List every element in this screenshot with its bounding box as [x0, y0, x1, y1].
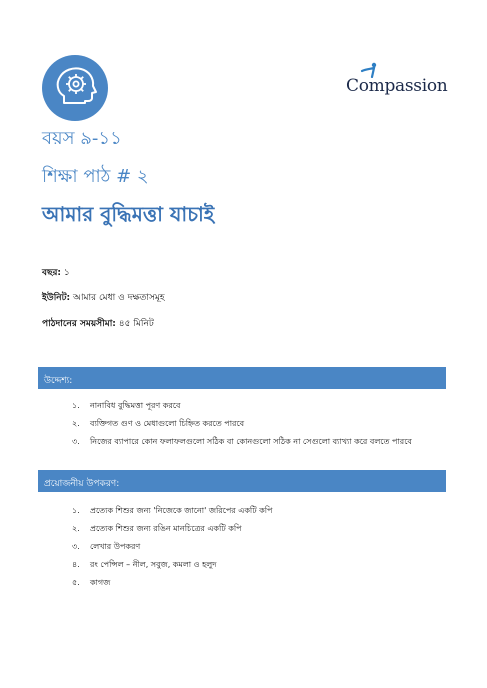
meta-unit-label: ইউনিট:: [42, 293, 71, 303]
list-item-number: ৫.: [72, 578, 80, 587]
list-item-text: প্রত্যেক শিশুর জন্য রঙিন মানচিত্রের একটি কপি: [90, 524, 242, 533]
list-item-number: ২.: [72, 524, 80, 533]
meta-duration-value: ৪৫ মিনিট: [118, 319, 154, 329]
list-item-number: ১.: [72, 506, 80, 515]
list-item-number: ২.: [72, 419, 80, 428]
list-item-number: ১.: [72, 401, 80, 410]
compassion-logo: [346, 62, 446, 102]
list-item-number: ৪.: [72, 560, 80, 569]
list-item-text: প্রত্যেক শিশুর জন্য 'নিজেকে জানো' জরিপের একটি কপি: [90, 506, 273, 515]
meta-year: [42, 265, 70, 280]
materials-heading: প্রয়োজনীয় উপকরণ:: [38, 470, 446, 492]
age-range: বয়স ৯-১১: [42, 128, 122, 149]
list-item-text: রং পেন্সিল – নীল, সবুজ, কমলা ও হলুদ: [90, 560, 217, 569]
brain-gear-icon: [42, 55, 108, 121]
meta-unit-value: আমার মেধা ও দক্ষতাসমূহ: [73, 293, 165, 303]
logo-wordmark: Compassion: [346, 76, 448, 96]
objectives-heading: উদ্দেশ্য:: [38, 367, 446, 389]
list-item-text: লেখার উপকরণ: [90, 542, 141, 551]
list-item-text: কাগজ: [90, 578, 111, 587]
list-item-number: ৩.: [72, 542, 80, 551]
meta-unit: [42, 290, 165, 305]
lesson-number: শিক্ষা পাঠ # ২: [42, 166, 149, 187]
meta-duration: [42, 316, 154, 331]
meta-duration-label: পাঠদানের সময়সীমা:: [42, 319, 116, 329]
list-item-text: নিজের ব্যাপারে কোন ফলাফলগুলো সঠিক বা কোনগুলো সঠিক না সেগুলো ব্যাখ্যা করে বলতে পারবে: [90, 437, 412, 446]
meta-year-value: ১: [63, 268, 70, 278]
list-item-text: ব্যক্তিগত গুণ ও মেধাগুলো চিহ্নিত করতে পারবে: [90, 419, 245, 428]
list-item-number: ৩.: [72, 437, 80, 446]
list-item-text: নানাবিধ বুদ্ধিমত্তা পূরণ করবে: [90, 401, 181, 410]
page-title: আমার বুদ্ধিমত্তা যাচাই: [42, 202, 215, 226]
meta-year-label: বছর:: [42, 268, 62, 278]
